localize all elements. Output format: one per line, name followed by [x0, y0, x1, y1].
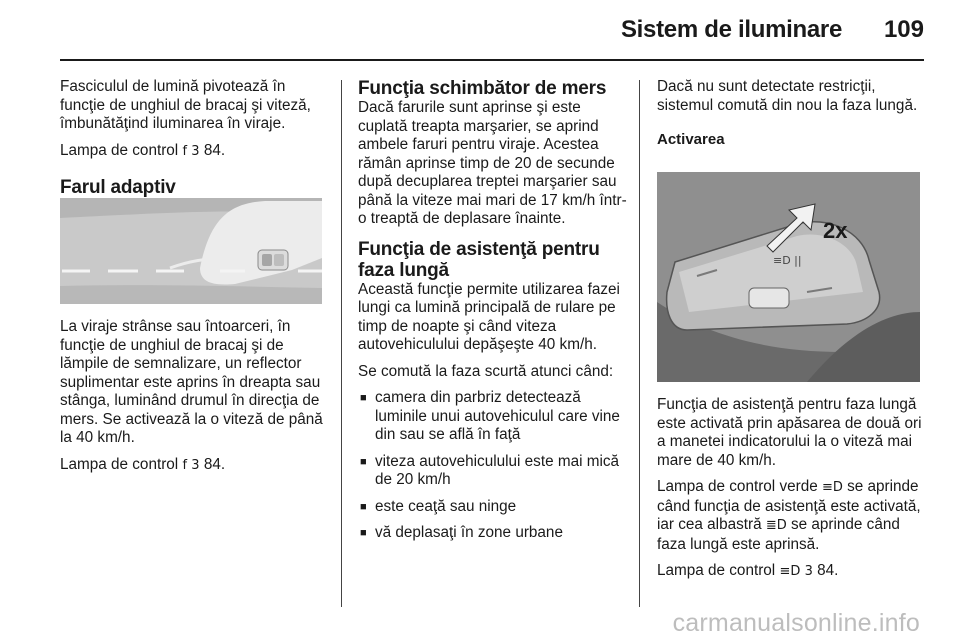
- paragraph-activation: Funcţia de asistenţă pentru faza lungă este activată prin apăsarea de două ori a manetei indicatorului la o viteză mai mare de 40 km/h.: [657, 396, 922, 469]
- heading-adaptive-headlight: Farul adaptiv: [60, 177, 176, 198]
- watermark: carmanualsonline.info: [672, 609, 920, 637]
- heading-high-beam-assist: Funcţia de asistenţă pentru faza lungă: [358, 238, 600, 281]
- column-divider-1: [341, 80, 342, 607]
- column-1: [60, 78, 330, 198]
- road-illustration-svg: [60, 198, 322, 304]
- page-reference: 84.: [817, 562, 839, 579]
- control-lamp-line-3: [657, 562, 929, 582]
- list-item: ■ vă deplasaţi în zone urbane: [360, 524, 563, 541]
- cornering-light-icon: f: [182, 143, 188, 159]
- conditions-list: [358, 389, 628, 543]
- page-header-title: Sistem de iluminare: [620, 16, 842, 43]
- stalk-button: [749, 288, 789, 308]
- control-lamp-label: Lampa de control: [60, 141, 179, 159]
- column-3-lower: [657, 396, 929, 590]
- page-reference-icon: 3: [804, 564, 813, 579]
- press-twice-label: 2x: [823, 218, 848, 243]
- column-divider-2: [639, 80, 640, 607]
- paragraph-high-beam-assist: Această funcţie permite utilizarea fazei lungi ca lumină principală de rulare pe timp de noapte şi când viteza autovehiculului depăşeşte 40 km/h.: [358, 280, 620, 353]
- high-beam-assist-icon: ≡D: [821, 480, 843, 495]
- page-reference: 84.: [203, 455, 226, 473]
- svg-text:≡D ||: ≡D ||: [773, 254, 802, 267]
- high-beam-assist-icon: ≡D: [779, 564, 801, 579]
- cornering-light-icon: f: [182, 457, 188, 473]
- list-item: ■ viteza autovehiculului este mai mică de 20 km/h: [360, 452, 620, 488]
- page-reference-icon: 3: [191, 457, 200, 473]
- bullet-icon: ■: [360, 500, 367, 513]
- list-item: ■ camera din parbriz detectează luminile unui autovehiculul care vine din sau se află în faţă: [360, 389, 620, 443]
- page-reference-icon: 3: [191, 143, 200, 159]
- heading-gear-function: Funcţia schimbător de mers: [358, 78, 607, 99]
- list-item: ■ este ceaţă sau ninge: [360, 497, 517, 515]
- page-reference: 84.: [203, 141, 226, 159]
- bullet-icon: ■: [360, 455, 367, 468]
- paragraph-low-beam-conditions: Se comută la faza scurtă atunci când:: [358, 362, 614, 380]
- control-lamp-label: Lampa de control: [60, 455, 179, 473]
- bullet-icon: ■: [360, 392, 367, 404]
- control-lamp-line-1: [60, 142, 330, 162]
- road-shoulder: [60, 285, 322, 304]
- high-beam-icon: ≣D: [765, 518, 787, 533]
- column-3: [657, 78, 922, 148]
- car-icon: [258, 250, 288, 270]
- paragraph-beam-pivot: Fasciculul de lumină pivotează în funcţie de unghiul de bracaj şi viteză, îmbunătăţind iluminarea în viraje.: [60, 78, 311, 132]
- paragraph-no-restrictions: Dacă nu sunt detectate restricţii, sistemul comută din nou la faza lungă.: [657, 78, 918, 114]
- paragraph-gear-function: Dacă farurile sunt aprinse şi este cuplată treapta marşarier, se aprind ambele faruri pentru viraje. Acestea rămân aprinse timp de 20 de secunde după decuplarea treptei marşarier sau până la viteze mai mari de 17 km/h într-o treaptă de deplasare înainte.: [358, 99, 627, 227]
- heading-activation: Activarea: [657, 131, 725, 148]
- column-1-lower: [60, 318, 330, 483]
- column-2: [358, 78, 628, 551]
- control-lamp-line-2: [60, 456, 330, 476]
- header-divider: [60, 59, 924, 61]
- paragraph-adaptive-headlight: La viraje strânse sau întoarceri, în funcţie de unghiul de bracaj şi de lămpile de semnalizare, un reflector suplimentar este aprins în dreapta sau stânga, luminând drumul în direcţia de mers. Se activează la o viteză de până la 40 km/h.: [60, 318, 323, 446]
- bullet-icon: ■: [360, 527, 367, 539]
- stalk-illustration-svg: [657, 172, 920, 382]
- page-number: 109: [883, 16, 924, 43]
- paragraph-control-lamps: Lampa de control verde ≡D se aprinde când funcţia de asistenţă este activată, iar cea albastră ≣D se aprinde când faza lungă este aprinsă.: [657, 478, 921, 553]
- control-lamp-label: Lampa de control: [657, 562, 776, 579]
- adaptive-headlight-illustration: [60, 198, 322, 304]
- indicator-stalk-illustration: [657, 172, 920, 382]
